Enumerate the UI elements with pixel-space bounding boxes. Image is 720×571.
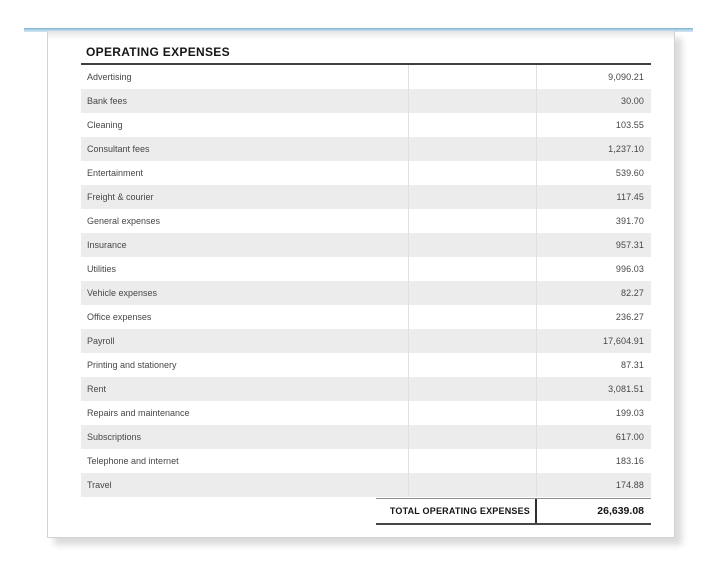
expense-mid-column [409, 329, 537, 353]
expense-label: Telephone and internet [81, 449, 409, 473]
expense-amount: 174.88 [615, 480, 644, 490]
expense-amount: 87.31 [620, 360, 644, 370]
expense-row [81, 161, 651, 185]
expense-label: Travel [81, 473, 409, 497]
expense-label: Insurance [81, 233, 409, 257]
expense-rows [81, 65, 651, 497]
expense-label: Cleaning [81, 113, 409, 137]
expense-label: Entertainment [81, 161, 409, 185]
expense-mid-column [409, 305, 537, 329]
expense-row [81, 425, 651, 449]
expense-mid-column [409, 161, 537, 185]
expense-amount: 617.00 [615, 432, 644, 442]
expense-amount: 103.55 [615, 120, 644, 130]
expense-row [81, 209, 651, 233]
expense-label: Printing and stationery [81, 353, 409, 377]
total-amount: 26,639.08 [597, 505, 644, 517]
expense-label: Repairs and maintenance [81, 401, 409, 425]
expense-label: Consultant fees [81, 137, 409, 161]
expense-row [81, 377, 651, 401]
expense-amount: 3,081.51 [608, 384, 644, 394]
expense-row [81, 281, 651, 305]
total-row [81, 498, 651, 525]
expense-mid-column [409, 65, 537, 89]
report-card [47, 31, 675, 538]
expense-amount: 199.03 [615, 408, 644, 418]
expense-amount: 17,604.91 [603, 336, 644, 346]
expense-amount: 30.00 [620, 96, 644, 106]
expense-mid-column [409, 353, 537, 377]
expense-amount: 236.27 [615, 312, 644, 322]
expense-label: Office expenses [81, 305, 409, 329]
expense-row [81, 113, 651, 137]
expense-mid-column [409, 113, 537, 137]
expense-amount: 391.70 [615, 216, 644, 226]
expense-amount: 9,090.21 [608, 72, 644, 82]
expense-mid-column [409, 233, 537, 257]
expense-row [81, 257, 651, 281]
expense-row [81, 401, 651, 425]
expense-mid-column [409, 449, 537, 473]
expense-label: Advertising [81, 65, 409, 89]
expense-mid-column [409, 281, 537, 305]
expense-label: Utilities [81, 257, 409, 281]
expense-label: General expenses [81, 209, 409, 233]
expenses-table [81, 31, 651, 525]
expense-amount: 957.31 [615, 240, 644, 250]
expense-label: Bank fees [81, 89, 409, 113]
expense-amount: 117.45 [616, 192, 644, 202]
expense-mid-column [409, 185, 537, 209]
expense-label: Rent [81, 377, 409, 401]
expense-row [81, 305, 651, 329]
expense-mid-column [409, 377, 537, 401]
expense-label: Vehicle expenses [81, 281, 409, 305]
expense-amount: 183.16 [615, 456, 644, 466]
expense-mid-column [409, 473, 537, 497]
expense-amount: 1,237.10 [608, 144, 644, 154]
expense-row [81, 449, 651, 473]
expense-row [81, 233, 651, 257]
expense-row [81, 89, 651, 113]
expense-label: Payroll [81, 329, 409, 353]
expense-row [81, 353, 651, 377]
expense-amount: 539.60 [615, 168, 644, 178]
expense-mid-column [409, 401, 537, 425]
expense-mid-column [409, 89, 537, 113]
expense-label: Subscriptions [81, 425, 409, 449]
expense-row [81, 137, 651, 161]
expense-mid-column [409, 137, 537, 161]
expense-mid-column [409, 425, 537, 449]
expense-mid-column [409, 257, 537, 281]
expense-row [81, 185, 651, 209]
expense-label: Freight & courier [81, 185, 409, 209]
expense-amount: 82.27 [620, 288, 644, 298]
expense-row [81, 65, 651, 89]
expense-mid-column [409, 209, 537, 233]
total-label: TOTAL OPERATING EXPENSES [376, 499, 537, 523]
expense-amount: 996.03 [615, 264, 644, 274]
expense-row [81, 473, 651, 497]
expense-row [81, 329, 651, 353]
section-title: OPERATING EXPENSES [81, 31, 651, 65]
